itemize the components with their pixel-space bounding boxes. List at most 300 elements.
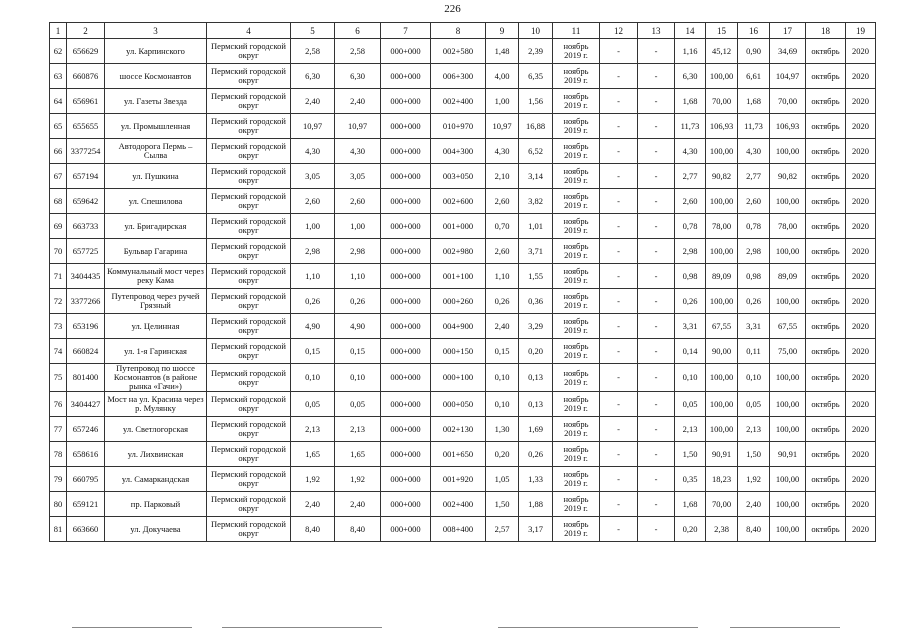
table-cell: октябрь	[806, 239, 846, 264]
table-cell: -	[638, 517, 675, 542]
table-cell: 2,13	[675, 417, 706, 442]
table-cell: Путепровод через ручей Грязный	[105, 289, 207, 314]
table-cell: 000+260	[431, 289, 486, 314]
table-cell: 2020	[846, 467, 876, 492]
column-header: 18	[806, 23, 846, 39]
table-cell: 2020	[846, 314, 876, 339]
table-cell: 2,58	[335, 39, 381, 64]
column-header: 10	[519, 23, 553, 39]
table-cell: 1,10	[486, 264, 519, 289]
table-cell: 0,26	[519, 442, 553, 467]
table-cell: 0,90	[738, 39, 770, 64]
table-cell: 2,40	[291, 89, 335, 114]
table-cell: Пермский городской округ	[207, 239, 291, 264]
table-cell: 2020	[846, 417, 876, 442]
table-cell: ул. Карпинского	[105, 39, 207, 64]
table-cell: 63	[50, 64, 67, 89]
table-cell: октябрь	[806, 114, 846, 139]
column-header: 7	[381, 23, 431, 39]
table-cell: 002+400	[431, 89, 486, 114]
table-cell: 100,00	[770, 139, 806, 164]
table-cell: ноябрь 2019 г.	[553, 189, 600, 214]
table-cell: 2,40	[291, 492, 335, 517]
table-cell: -	[638, 214, 675, 239]
table-cell: 0,26	[291, 289, 335, 314]
table-cell: 657725	[67, 239, 105, 264]
table-cell: 2,10	[486, 164, 519, 189]
page-number: 226	[444, 3, 461, 15]
table-cell: 000+000	[381, 364, 431, 392]
table-cell: Пермский городской округ	[207, 314, 291, 339]
table-cell: 3404427	[67, 392, 105, 417]
table-cell: ноябрь 2019 г.	[553, 239, 600, 264]
table-cell: 2,13	[335, 417, 381, 442]
table-cell: 1,30	[486, 417, 519, 442]
table-cell: -	[600, 214, 638, 239]
table-cell: 000+150	[431, 339, 486, 364]
table-cell: -	[638, 392, 675, 417]
column-header: 12	[600, 23, 638, 39]
column-header: 9	[486, 23, 519, 39]
table-cell: -	[638, 467, 675, 492]
table-cell: -	[638, 339, 675, 364]
table-cell: 000+000	[381, 239, 431, 264]
table-cell: Пермский городской округ	[207, 339, 291, 364]
table-cell: 3,29	[519, 314, 553, 339]
table-cell: 8,40	[335, 517, 381, 542]
table-cell: 75	[50, 364, 67, 392]
table-cell: -	[600, 492, 638, 517]
table-cell: 1,92	[291, 467, 335, 492]
table-row	[50, 467, 876, 492]
table-cell: октябрь	[806, 64, 846, 89]
table-row	[50, 417, 876, 442]
table-cell: 008+400	[431, 517, 486, 542]
table-cell: 0,10	[738, 364, 770, 392]
table-cell: 2020	[846, 392, 876, 417]
table-cell: 72	[50, 289, 67, 314]
table-cell: 2,60	[486, 189, 519, 214]
table-cell: 100,00	[706, 64, 738, 89]
table-cell: 000+000	[381, 442, 431, 467]
table-cell: 67,55	[706, 314, 738, 339]
table-cell: ноябрь 2019 г.	[553, 89, 600, 114]
table-cell: 000+000	[381, 467, 431, 492]
table-cell: 3,05	[335, 164, 381, 189]
table-cell: 75,00	[770, 339, 806, 364]
table-cell: 1,55	[519, 264, 553, 289]
table-cell: 0,10	[291, 364, 335, 392]
table-cell: 100,00	[706, 289, 738, 314]
table-cell: 000+000	[381, 392, 431, 417]
table-cell: 90,82	[770, 164, 806, 189]
table-cell: Пермский городской округ	[207, 39, 291, 64]
table-cell: Автодорога Пермь – Сылва	[105, 139, 207, 164]
bottom-line-left	[72, 627, 192, 628]
table-cell: 90,00	[706, 339, 738, 364]
table-cell: 1,69	[519, 417, 553, 442]
table-cell: 2,57	[486, 517, 519, 542]
table-cell: Пермский городской округ	[207, 364, 291, 392]
column-header: 8	[431, 23, 486, 39]
table-cell: Пермский городской округ	[207, 442, 291, 467]
table-cell: октябрь	[806, 164, 846, 189]
table-cell: -	[600, 139, 638, 164]
table-cell: 6,30	[335, 64, 381, 89]
table-cell: 100,00	[770, 289, 806, 314]
table-cell: Мост на ул. Красина через р. Мулянку	[105, 392, 207, 417]
table-cell: 2020	[846, 264, 876, 289]
table-cell: 2,60	[291, 189, 335, 214]
table-row	[50, 39, 876, 64]
table-cell: 34,69	[770, 39, 806, 64]
table-cell: шоссе Космонавтов	[105, 64, 207, 89]
table-cell: 89,09	[706, 264, 738, 289]
table-cell: -	[600, 64, 638, 89]
table-cell: 000+050	[431, 392, 486, 417]
table-cell: 4,30	[291, 139, 335, 164]
table-cell: 660795	[67, 467, 105, 492]
table-cell: октябрь	[806, 467, 846, 492]
table-cell: 003+050	[431, 164, 486, 189]
table-cell: 000+000	[381, 89, 431, 114]
table-cell: -	[638, 114, 675, 139]
table-row	[50, 392, 876, 417]
table-cell: 3404435	[67, 264, 105, 289]
table-cell: 3,14	[519, 164, 553, 189]
table-row	[50, 289, 876, 314]
table-cell: 2,60	[486, 239, 519, 264]
table-cell: 2,60	[335, 189, 381, 214]
table-cell: 18,23	[706, 467, 738, 492]
table-cell: 76	[50, 392, 67, 417]
table-cell: 000+000	[381, 492, 431, 517]
table-row	[50, 492, 876, 517]
table-cell: 1,65	[335, 442, 381, 467]
table-cell: 8,40	[291, 517, 335, 542]
table-cell: -	[600, 467, 638, 492]
table-cell: ноябрь 2019 г.	[553, 64, 600, 89]
table-cell: 0,13	[519, 392, 553, 417]
table-cell: 004+900	[431, 314, 486, 339]
table-cell: 0,05	[335, 392, 381, 417]
table-cell: 1,01	[519, 214, 553, 239]
table-cell: 79	[50, 467, 67, 492]
column-header: 11	[553, 23, 600, 39]
table-cell: -	[600, 264, 638, 289]
table-cell: 100,00	[770, 364, 806, 392]
table-cell: 10,97	[486, 114, 519, 139]
table-cell: 100,00	[770, 417, 806, 442]
table-cell: 4,90	[291, 314, 335, 339]
table-cell: -	[600, 39, 638, 64]
table-cell: 0,26	[738, 289, 770, 314]
table-cell: ноябрь 2019 г.	[553, 339, 600, 364]
table-cell: -	[638, 314, 675, 339]
table-cell: 0,20	[675, 517, 706, 542]
table-cell: 71	[50, 264, 67, 289]
table-cell: октябрь	[806, 214, 846, 239]
table-cell: октябрь	[806, 289, 846, 314]
column-header: 16	[738, 23, 770, 39]
table-cell: 000+000	[381, 64, 431, 89]
table-cell: 1,68	[675, 492, 706, 517]
table-cell: 4,00	[486, 64, 519, 89]
table-cell: 660876	[67, 64, 105, 89]
table-cell: 000+000	[381, 264, 431, 289]
table-cell: 10,97	[291, 114, 335, 139]
table-cell: 656629	[67, 39, 105, 64]
table-cell: Коммунальный мост через реку Кама	[105, 264, 207, 289]
table-cell: 0,26	[486, 289, 519, 314]
table-cell: -	[600, 364, 638, 392]
table-cell: ноябрь 2019 г.	[553, 392, 600, 417]
table-cell: 2020	[846, 492, 876, 517]
table-cell: 6,52	[519, 139, 553, 164]
table-cell: Пермский городской округ	[207, 189, 291, 214]
table-cell: 67,55	[770, 314, 806, 339]
table-cell: октябрь	[806, 492, 846, 517]
table-cell: 1,00	[335, 214, 381, 239]
table-cell: 0,10	[486, 364, 519, 392]
table-cell: 90,82	[706, 164, 738, 189]
table-cell: 3,17	[519, 517, 553, 542]
table-cell: 100,00	[706, 239, 738, 264]
table-row	[50, 89, 876, 114]
table-cell: 001+920	[431, 467, 486, 492]
table-cell: 4,30	[335, 139, 381, 164]
table-cell: 0,20	[486, 442, 519, 467]
table-cell: 11,73	[738, 114, 770, 139]
table-cell: -	[638, 442, 675, 467]
table-cell: 3377254	[67, 139, 105, 164]
column-header: 1	[50, 23, 67, 39]
table-cell: -	[600, 442, 638, 467]
table-cell: ноябрь 2019 г.	[553, 314, 600, 339]
table-cell: -	[638, 189, 675, 214]
table-cell: 659642	[67, 189, 105, 214]
table-cell: Пермский городской округ	[207, 214, 291, 239]
table-cell: 1,50	[738, 442, 770, 467]
table-cell: 2020	[846, 364, 876, 392]
table-cell: 000+000	[381, 139, 431, 164]
table-cell: ул. Спешилова	[105, 189, 207, 214]
table-cell: 0,20	[519, 339, 553, 364]
table-cell: 0,35	[675, 467, 706, 492]
table-cell: ул. Промышленная	[105, 114, 207, 139]
table-cell: 1,05	[486, 467, 519, 492]
table-cell: Путепровод по шоссе Космонавтов (в районе рынка «Гачи»)	[105, 364, 207, 392]
table-cell: -	[600, 289, 638, 314]
table-cell: 4,30	[675, 139, 706, 164]
table-cell: 100,00	[770, 517, 806, 542]
table-cell: 3,82	[519, 189, 553, 214]
column-header: 3	[105, 23, 207, 39]
table-cell: Пермский городской округ	[207, 264, 291, 289]
table-cell: 6,30	[291, 64, 335, 89]
table-cell: 1,92	[335, 467, 381, 492]
column-header: 17	[770, 23, 806, 39]
table-cell: 89,09	[770, 264, 806, 289]
table-cell: 100,00	[770, 189, 806, 214]
table-cell: ноябрь 2019 г.	[553, 417, 600, 442]
table-cell: ул. Докучаева	[105, 517, 207, 542]
table-cell: 660824	[67, 339, 105, 364]
table-cell: 77	[50, 417, 67, 442]
table-cell: 2,40	[486, 314, 519, 339]
table-cell: 000+100	[431, 364, 486, 392]
table-cell: -	[600, 339, 638, 364]
table-cell: 68	[50, 189, 67, 214]
column-header: 4	[207, 23, 291, 39]
table-cell: октябрь	[806, 364, 846, 392]
column-header: 19	[846, 23, 876, 39]
table-cell: 2020	[846, 339, 876, 364]
table-cell: 000+000	[381, 314, 431, 339]
table-cell: 70,00	[706, 492, 738, 517]
table-cell: 80	[50, 492, 67, 517]
table-cell: 002+130	[431, 417, 486, 442]
table-cell: 001+650	[431, 442, 486, 467]
table-cell: 78,00	[706, 214, 738, 239]
table-cell: октябрь	[806, 264, 846, 289]
table-cell: ул. Бригадирская	[105, 214, 207, 239]
table-cell: 2,60	[675, 189, 706, 214]
table-row	[50, 64, 876, 89]
table-cell: октябрь	[806, 189, 846, 214]
table-cell: 2,98	[738, 239, 770, 264]
table-cell: ул. Самаркандская	[105, 467, 207, 492]
table-cell: 0,70	[486, 214, 519, 239]
table-cell: -	[638, 289, 675, 314]
table-cell: 0,26	[675, 289, 706, 314]
table-cell: октябрь	[806, 339, 846, 364]
table-cell: 2,77	[675, 164, 706, 189]
table-cell: 62	[50, 39, 67, 64]
table-cell: 1,48	[486, 39, 519, 64]
bottom-line-middle	[222, 627, 382, 628]
table-cell: Пермский городской округ	[207, 467, 291, 492]
table-cell: 70,00	[770, 89, 806, 114]
table-cell: 0,26	[335, 289, 381, 314]
table-cell: октябрь	[806, 442, 846, 467]
table-cell: 16,88	[519, 114, 553, 139]
table-cell: ноябрь 2019 г.	[553, 517, 600, 542]
table-cell: 3,31	[675, 314, 706, 339]
table-cell: 010+970	[431, 114, 486, 139]
table-cell: 2,13	[738, 417, 770, 442]
table-cell: 1,65	[291, 442, 335, 467]
table-cell: 90,91	[770, 442, 806, 467]
table-cell: 801400	[67, 364, 105, 392]
table-cell: ул. Светлогорская	[105, 417, 207, 442]
table-cell: -	[600, 239, 638, 264]
table-cell: -	[638, 164, 675, 189]
table-cell: 1,50	[675, 442, 706, 467]
table-cell: 000+000	[381, 189, 431, 214]
table-cell: 6,61	[738, 64, 770, 89]
table-cell: 2,60	[738, 189, 770, 214]
table-cell: Пермский городской округ	[207, 392, 291, 417]
table-cell: 2020	[846, 239, 876, 264]
table-cell: 8,40	[738, 517, 770, 542]
table-cell: 663733	[67, 214, 105, 239]
table-cell: 0,05	[675, 392, 706, 417]
table-cell: 2020	[846, 139, 876, 164]
table-cell: 0,78	[738, 214, 770, 239]
table-cell: 0,15	[291, 339, 335, 364]
table-cell: 78,00	[770, 214, 806, 239]
table-cell: 0,10	[335, 364, 381, 392]
table-cell: 000+000	[381, 214, 431, 239]
table-cell: 2020	[846, 114, 876, 139]
table-cell: 2,98	[675, 239, 706, 264]
table-cell: 2,77	[738, 164, 770, 189]
table-cell: -	[600, 417, 638, 442]
table-cell: 001+000	[431, 214, 486, 239]
table-row	[50, 164, 876, 189]
table-cell: -	[600, 189, 638, 214]
table-cell: 002+400	[431, 492, 486, 517]
table-cell: 2,58	[291, 39, 335, 64]
table-cell: 106,93	[770, 114, 806, 139]
table-cell: -	[600, 517, 638, 542]
table-cell: 0,78	[675, 214, 706, 239]
table-cell: 000+000	[381, 517, 431, 542]
table-cell: Пермский городской округ	[207, 139, 291, 164]
column-header: 13	[638, 23, 675, 39]
table-cell: 2020	[846, 39, 876, 64]
table-cell: 657194	[67, 164, 105, 189]
table-cell: 0,13	[519, 364, 553, 392]
table-cell: 1,10	[291, 264, 335, 289]
table-cell: 66	[50, 139, 67, 164]
table-cell: 3,71	[519, 239, 553, 264]
table-cell: 2020	[846, 64, 876, 89]
table-cell: октябрь	[806, 517, 846, 542]
table-cell: 100,00	[770, 492, 806, 517]
table-cell: 45,12	[706, 39, 738, 64]
table-cell: октябрь	[806, 417, 846, 442]
table-row	[50, 264, 876, 289]
table-cell: ноябрь 2019 г.	[553, 492, 600, 517]
table-cell: Пермский городской округ	[207, 64, 291, 89]
table-cell: пр. Парковый	[105, 492, 207, 517]
table-cell: октябрь	[806, 314, 846, 339]
table-cell: 100,00	[706, 139, 738, 164]
table-cell: ноябрь 2019 г.	[553, 364, 600, 392]
table-cell: -	[638, 264, 675, 289]
column-header: 6	[335, 23, 381, 39]
table-cell: -	[600, 314, 638, 339]
table-cell: 2,40	[335, 492, 381, 517]
table-cell: ноябрь 2019 г.	[553, 164, 600, 189]
table-row	[50, 314, 876, 339]
table-cell: 106,93	[706, 114, 738, 139]
table-cell: 656961	[67, 89, 105, 114]
table-cell: 1,50	[486, 492, 519, 517]
table-cell: 0,14	[675, 339, 706, 364]
table-cell: ул. Лихвинская	[105, 442, 207, 467]
column-header: 14	[675, 23, 706, 39]
table-cell: 2,13	[291, 417, 335, 442]
table-cell: 2,98	[335, 239, 381, 264]
table-cell: 2,40	[335, 89, 381, 114]
table-cell: 2,39	[519, 39, 553, 64]
table-cell: 6,30	[675, 64, 706, 89]
table-cell: 000+000	[381, 39, 431, 64]
table-cell: Пермский городской округ	[207, 164, 291, 189]
